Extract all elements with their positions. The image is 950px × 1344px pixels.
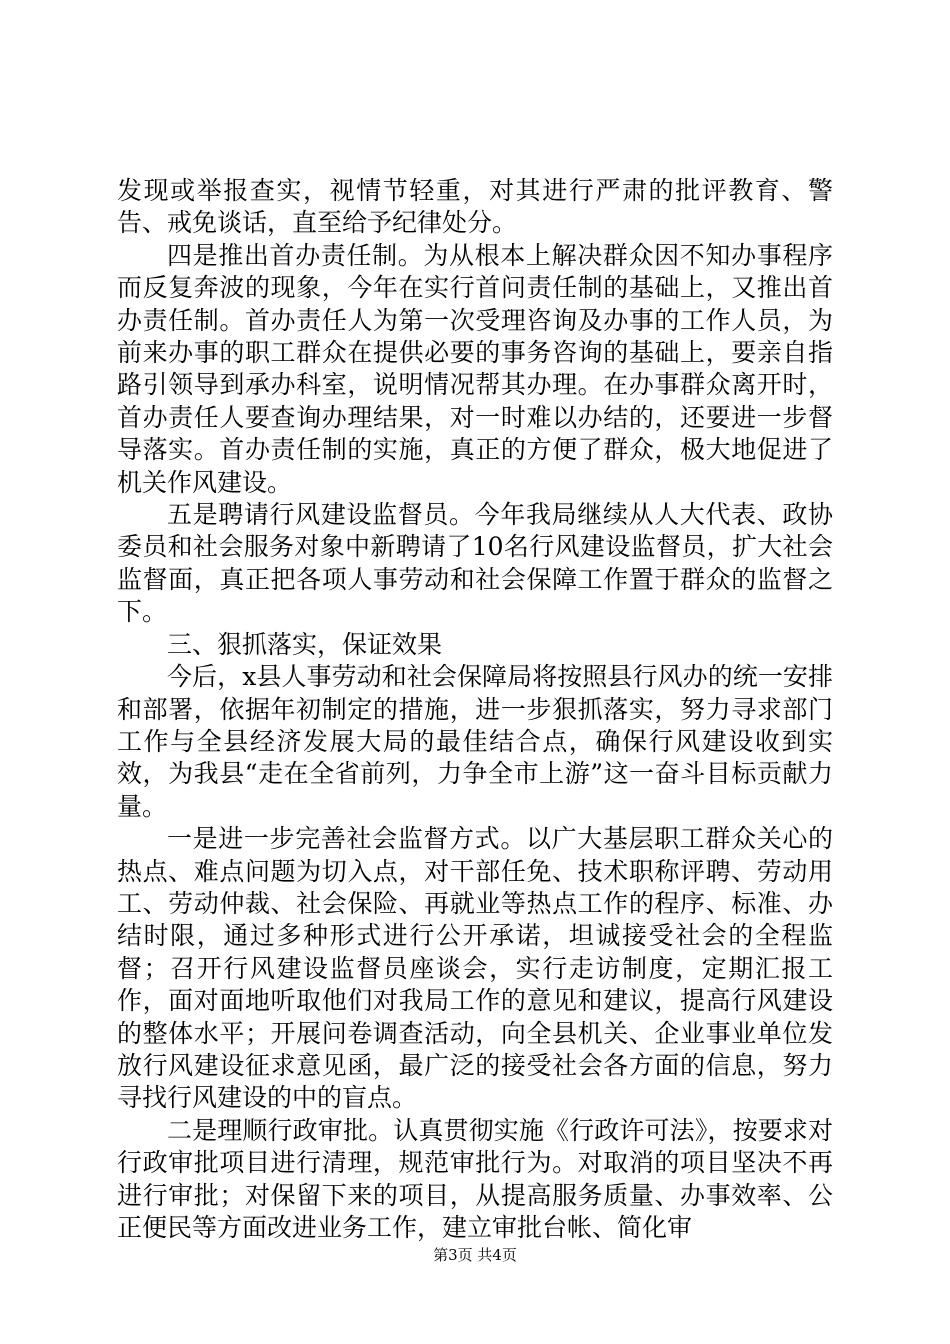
page-footer: 第3页 共4页 (433, 1246, 517, 1264)
paragraph-supervisors: 五是聘请行风建设监督员。今年我局继续从人大代表、政协委员和社会服务对象中新聘请了10名行风建设监督员，扩大社会监督面，真正把各项人事劳动和社会保障工作置于群众的监督之下。 (117, 500, 833, 627)
paragraph-social-supervision: 一是进一步完善社会监督方式。以广大基层职工群众关心的热点、难点问题为切入点，对干部任免、技术职称评聘、劳动用工、劳动仲裁、社会保险、再就业等热点工作的程序、标准、办结时限，通过多种形式进行公开承诺，坦诚接受社会的全程监督；召开行风建设监督员座谈会，实行走访制度，定期汇报工作，面对面地听取他们对我局工作的意见和建议，提高行风建设的整体水平；开展问卷调查活动，向全县机关、企业事业单位发放行风建设征求意见函，最广泛的接受社会各方面的信息，努力寻找行风建设的中的盲点。 (117, 824, 833, 1113)
paragraph-future-plan: 今后，x县人事劳动和社会保障局将按照县行风办的统一安排和部署，依据年初制定的措施，进一步狠抓落实，努力寻求部门工作与全县经济发展大局的最佳结合点，确保行风建设收到实效，为我县“走在全省前列，力争全市上游”这一奋斗目标贡献力量。 (117, 662, 833, 821)
document-body (117, 175, 833, 1244)
section-heading: 三、狠抓落实，保证效果 (167, 629, 443, 659)
paragraph-continuation: 发现或举报查实，视情节轻重，对其进行严肃的批评教育、警告、戒免谈话，直至给予纪律处分。 (117, 176, 833, 238)
paragraph-administrative-approval: 二是理顺行政审批。认真贯彻实施《行政许可法》，按要求对行政审批项目进行清理，规范审批行为。对取消的项目坚决不再进行审批；对保留下来的项目，从提高服务质量、办事效率、公正便民等方面改进业务工作，建立审批台帐、简化审 (117, 1115, 833, 1242)
paragraph-first-handling: 四是推出首办责任制。为从根本上解决群众因不知办事程序而反复奔波的现象，今年在实行首问责任制的基础上，又推出首办责任制。首办责任人为第一次受理咨询及办事的工作人员，为前来办事的职工群众在提供必要的事务咨询的基础上，要亲自指路引领导到承办科室，说明情况帮其办理。在办事群众离开时，首办责任人要查询办理结果，对一时难以办结的，还要进一步督导落实。首办责任制的实施，真正的方便了群众，极大地促进了机关作风建设。 (117, 240, 833, 497)
